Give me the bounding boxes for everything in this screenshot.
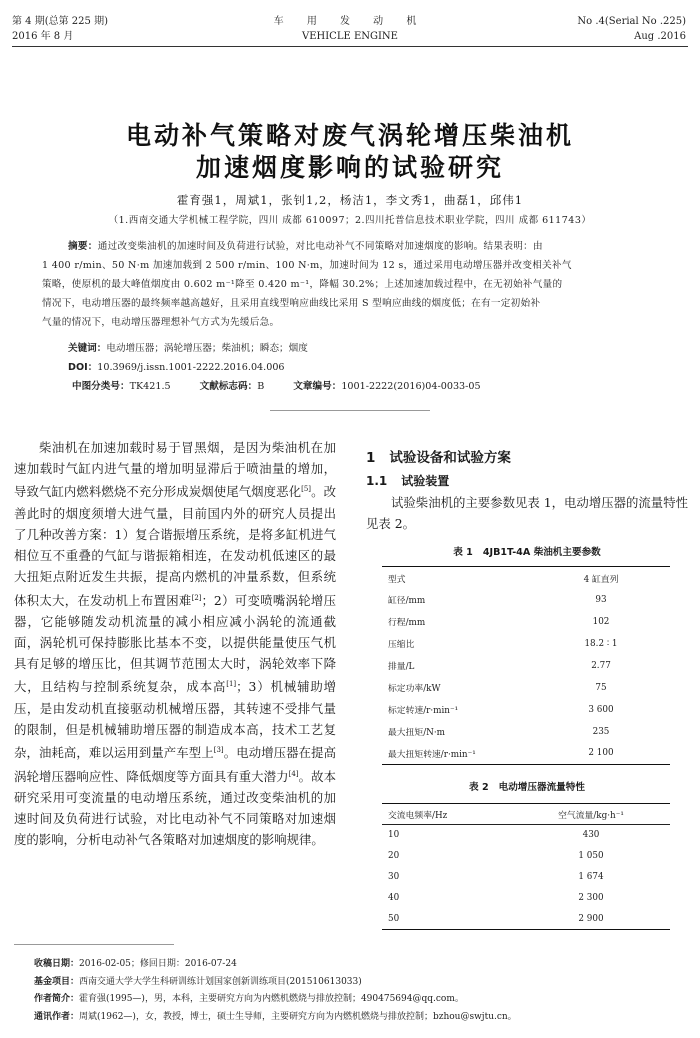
table-row bbox=[382, 567, 670, 589]
code-label: 文献标志码： bbox=[199, 381, 258, 392]
value-cell: 235 bbox=[592, 726, 610, 737]
footnotes: 收稿日期：2016-02-05；修回日期：2016-07-24 基金项目：西南交通大学大学生科研训练计划国家创新训练项目(201510613033) 作者简介：霍育强(1995—)，男，本科，主要研究方向为内燃机燃烧与排放控制；490475694@qq.com。 通讯作者：周斌(1962—)，女，教授，博士，硕士生导师，主要研究方向为内燃机燃烧与排放控制；bzhou@swjtu.cn。 bbox=[34, 959, 517, 1022]
table-row bbox=[382, 677, 670, 699]
paper-title-line2: 加速烟度影响的试验研究 bbox=[195, 153, 504, 182]
clc-value: TK421.5 bbox=[129, 381, 171, 392]
classification bbox=[72, 379, 507, 394]
header-right bbox=[577, 14, 686, 44]
section-paragraph: 试验柴油机的主要参数见表 1，电动增压器的流量特性见表 2。 bbox=[366, 495, 688, 532]
issue-date-en: Aug .2016 bbox=[634, 31, 686, 42]
table-row bbox=[382, 825, 670, 846]
citation[interactable]: [3] bbox=[213, 746, 224, 755]
keywords-label: 关键词： bbox=[68, 343, 107, 354]
article-label: 文章编号： bbox=[293, 381, 342, 392]
frequency-cell: 20 bbox=[388, 851, 400, 861]
citation[interactable]: [5] bbox=[301, 485, 312, 494]
affiliation: （1.西南交通大学机械工程学院，四川 成都 610097；2.四川托普信息技术职业学院，四川 成都 611743） bbox=[108, 215, 592, 226]
citation[interactable]: [1] bbox=[226, 680, 237, 689]
table2-caption: 表 2 电动增压器流量特性 bbox=[469, 782, 585, 793]
intro-paragraph: 柴油机在加速加载时易于冒黑烟，是因为柴油机在加速加载时气缸内进气量的增加明显滞后于喷油量的增加，导致气缸内燃料燃烧不充分形成炭烟使尾气烟度恶化[5]。改善此时的烟度须增大进气量，目前国内外的研究人员提出了几种改善方案：1）复合谐振增压系统，是将多缸机进气相位互不重叠的气缸与谐振箱相连，在发动机低速区的最大扭矩点附近发生共振，提高内燃机的冲量系数，但系统体积太大，在发动机上布置困难[2]；2）可变喷嘴涡轮增压器，它能够随发动机流量的减小相应减小涡轮的流通截面，涡轮机可保持膨胀比基本不变，以提供能量使压气机具有足够的增压比，但其调节范围太大时，涡轮效率下降大，且结构与控制系统复杂，成本高[1]；3）机械辅助增压，是由发动机直接驱动机械增压器，其转速不受排气量的限制，但是机械辅助增压器的制造成本高，技术工艺复杂，油耗高，难以运用到量产车型上[3]。电动增压器在提高涡轮增压器响应性、降低烟度等方面具有重大潜力[4]。故本研究采用可变流量的电动增压系统，通过改变柴油机的加速时间及负荷进行试验，对比电动补气不同策略对加速烟度的影响，分析电动补气各策略对加速烟度的影响规律。 bbox=[14, 440, 337, 848]
value-cell: 2 100 bbox=[588, 748, 614, 759]
value-cell: 18.2 ∶ 1 bbox=[584, 638, 618, 649]
abstract-line: 策略，使原机的最大峰值烟度由 0.602 m⁻¹降至 0.420 m⁻¹，降幅 30.2%；上述加速加载过程中，在无初始补气量的 bbox=[42, 279, 563, 290]
param-cell: 压缩比 bbox=[388, 640, 415, 650]
value-cell: 93 bbox=[595, 594, 607, 605]
frequency-cell: 40 bbox=[388, 893, 400, 903]
table-row bbox=[382, 846, 670, 867]
flow-cell: 1 674 bbox=[578, 872, 604, 882]
table-row bbox=[382, 721, 670, 743]
abstract-line: 气量的情况下，电动增压器理想补气方式为先缓后急。 bbox=[42, 317, 280, 328]
author-list: 霍育强1，周斌1，张钊1,2，杨洁1，李文秀1，曲磊1，邱伟1 bbox=[176, 193, 524, 207]
footnote-divider bbox=[14, 944, 174, 945]
intro-column bbox=[14, 437, 336, 850]
keywords-value: 电动增压器；涡轮增压器；柴油机；瞬态；烟度 bbox=[106, 343, 308, 354]
abstract-line: 1 400 r/min、50 N·m 加速加载到 2 500 r/min、100 N·m，加速时间为 12 s，通过采用电动增压器并改变相关补气 bbox=[42, 260, 572, 271]
header-divider bbox=[12, 46, 688, 47]
flow-characteristics-table bbox=[382, 803, 670, 930]
param-cell: 行程/mm bbox=[388, 618, 426, 628]
value-cell: 102 bbox=[592, 616, 610, 627]
column-header: 空气流量/kg·h⁻¹ bbox=[512, 804, 670, 825]
param-cell: 排量/L bbox=[388, 662, 415, 672]
received-date: 2016-02-05；修回日期：2016-07-24 bbox=[79, 959, 237, 969]
param-cell: 最大扭矩转速/r·min⁻¹ bbox=[388, 749, 476, 760]
param-cell: 标定功率/kW bbox=[388, 684, 441, 694]
table-row bbox=[382, 867, 670, 888]
table-row bbox=[382, 655, 670, 677]
table-row bbox=[382, 589, 670, 611]
frequency-cell: 50 bbox=[388, 913, 400, 924]
keywords bbox=[68, 341, 308, 356]
param-cell: 缸径/mm bbox=[388, 596, 426, 606]
article-value: 1001-2222(2016)04-0033-05 bbox=[341, 381, 481, 392]
table-row bbox=[382, 909, 670, 930]
value-cell: 75 bbox=[595, 682, 607, 693]
citation[interactable]: [2] bbox=[191, 593, 202, 602]
subsection-heading: 1.1 试验装置 bbox=[366, 474, 450, 488]
doi-value: 10.3969/j.issn.1001-2222.2016.04.006 bbox=[97, 362, 285, 373]
table-row bbox=[382, 888, 670, 909]
serial-number: No .4(Serial No .225) bbox=[577, 16, 686, 27]
flow-cell: 430 bbox=[582, 830, 600, 841]
value-cell: 2.77 bbox=[591, 660, 611, 671]
value-cell: 4 缸直列 bbox=[583, 575, 619, 586]
frequency-cell: 30 bbox=[388, 872, 400, 882]
table-row bbox=[382, 743, 670, 765]
abstract bbox=[42, 237, 658, 332]
doi bbox=[68, 360, 285, 375]
citation[interactable]: [4] bbox=[288, 769, 299, 778]
abstract-line: 通过改变柴油机的加速时间及负荷进行试验，对比电动补气不同策略对加速烟度的影响。结果表明：由 bbox=[97, 241, 543, 252]
fund-project: 西南交通大学大学生科研训练计划国家创新训练项目(201510613033) bbox=[79, 976, 362, 987]
abstract-line: 情况下，电动增压器的最终频率越高越好，且采用直线型响应曲线比采用 S 型响应曲线的烟度低；在有一定初始补 bbox=[42, 298, 541, 309]
code-value: B bbox=[257, 381, 265, 392]
param-cell: 最大扭矩/N·m bbox=[388, 728, 445, 738]
section-heading: 1 试验设备和试验方案 bbox=[366, 450, 511, 466]
abstract-divider bbox=[270, 410, 430, 411]
value-cell: 3 600 bbox=[588, 704, 614, 715]
paper-title-line1: 电动补气策略对废气涡轮增压柴油机 bbox=[125, 121, 574, 150]
issue-number: 第 4 期(总第 225 期) bbox=[12, 16, 108, 27]
frequency-cell: 10 bbox=[388, 830, 400, 841]
table-row bbox=[382, 633, 670, 655]
param-cell: 标定转速/r·min⁻¹ bbox=[388, 706, 459, 716]
author-bio: 霍育强(1995—)，男，本科，主要研究方向为内燃机燃烧与排放控制；490475694@qq.com。 bbox=[79, 994, 464, 1004]
abstract-label: 摘要： bbox=[68, 241, 98, 252]
column-header: 交流电频率/Hz bbox=[382, 804, 512, 825]
flow-cell: 2 900 bbox=[578, 913, 604, 924]
doi-label: DOI： bbox=[68, 362, 98, 373]
journal-name-cn: 车 用 发 动 机 bbox=[273, 16, 427, 27]
clc-label: 中图分类号： bbox=[72, 381, 130, 392]
issue-date: 2016 年 8 月 bbox=[12, 31, 74, 42]
table1-caption: 表 1 4JB1T-4A 柴油机主要参数 bbox=[453, 547, 601, 558]
table-row bbox=[382, 699, 670, 721]
flow-cell: 1 050 bbox=[578, 851, 604, 861]
table-row bbox=[382, 611, 670, 633]
engine-params-table bbox=[382, 566, 670, 765]
corresponding-author: 周斌(1962—)，女，教授，博士，硕士生导师，主要研究方向为内燃机燃烧与排放控制；bzhou@swjtu.cn。 bbox=[79, 1011, 517, 1022]
journal-name-en: VEHICLE ENGINE bbox=[301, 31, 398, 42]
flow-cell: 2 300 bbox=[578, 893, 604, 903]
param-cell: 型式 bbox=[388, 575, 406, 586]
